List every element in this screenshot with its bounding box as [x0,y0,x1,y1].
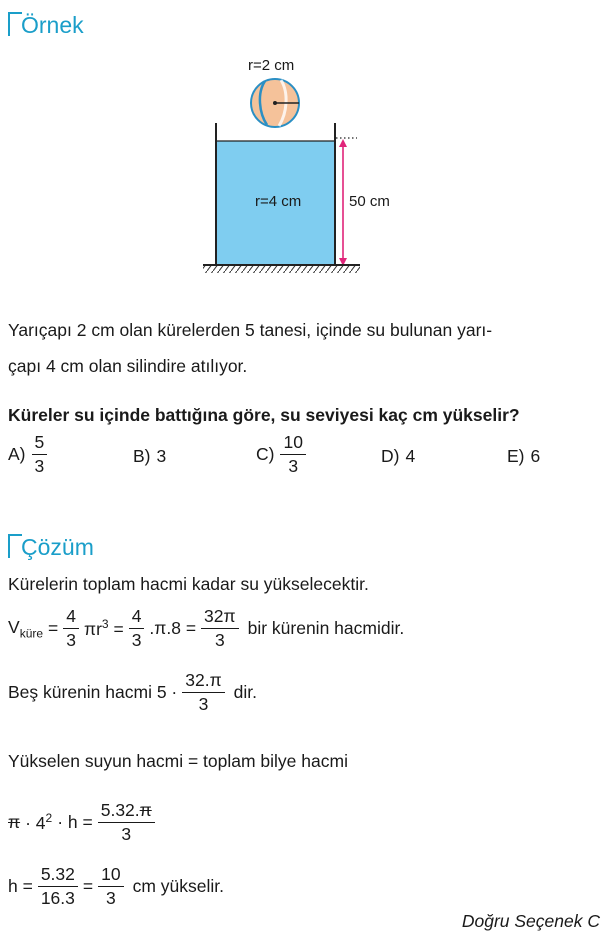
eq4-tail: cm yükselir. [132,876,224,896]
sphere-radius-label: r=2 cm [248,57,295,74]
question-text: Küreler su içinde battığına göre, su seviyesi kaç cm yükselir? [8,405,520,425]
option-a-letter: A) [8,444,26,464]
eq1-tail: bir kürenin hacmidir. [247,618,405,638]
example-heading-corner [8,12,22,36]
option-d-value: 4 [405,446,416,466]
option-e-value: 6 [530,446,541,466]
eq1-fraction-3: $\frac{32\pi}{3}$ [201,606,239,651]
eq1-fraction-2: $\frac{4}{3}$ [129,606,145,651]
correct-answer: Doğru Seçenek C [461,911,600,931]
eq3-mid: · $4^2$ [25,811,53,833]
sphere-center-dot [273,101,277,105]
height-arrow-top [339,139,347,147]
option-b-letter: B) [133,446,151,466]
option-a-num: 5 [32,432,48,455]
eq3-fraction: $\frac{5.32.\pi}{3}$ [98,800,155,845]
solution-heading-corner [8,534,22,558]
example-heading: Örnek [21,12,84,38]
eq1-equals: = [48,618,59,638]
cylinder-sphere-figure [195,55,410,275]
option-e [507,446,540,467]
option-b-value: 3 [156,446,167,466]
equation-water-volume [8,800,155,845]
eq4-lead: h = [8,876,33,896]
option-b [133,446,166,467]
equation-five-spheres [8,670,257,715]
option-a-fraction [32,432,48,477]
equation-sphere-volume [8,606,404,651]
eq4-equals: = [82,876,94,896]
eq2-tail: dir. [233,682,258,702]
eq3-pi: π [8,812,21,832]
option-c-fraction [280,432,305,477]
cylinder-radius-label: r=4 cm [255,193,302,210]
height-label: 50 cm [349,193,390,210]
option-d [381,446,415,467]
equation-height [8,864,224,909]
eq4-fraction-2: $\frac{10}{3}$ [98,864,123,909]
problem-line-2: çapı 4 cm olan silindire atılıyor. [8,356,248,376]
option-e-letter: E) [507,446,525,466]
ground-hatch [203,266,360,273]
eq1-pi-r: $\pi r^3$ = [84,617,124,639]
solution-heading: Çözüm [21,534,94,560]
option-a [8,432,47,477]
option-a-den: 3 [34,456,45,476]
option-c-letter: C) [256,444,275,464]
eq1-sub: küre [19,626,44,641]
solution-line-3: Yükselen suyun hacmi = toplam bilye hacmi [8,751,348,771]
option-c-den: 3 [288,456,299,476]
problem-line-1: Yarıçapı 2 cm olan kürelerden 5 tanesi, içinde su bulunan yarı- [8,320,493,340]
eq3-tail: · h = [57,812,93,832]
eq1-fraction-1: $\frac{4}{3}$ [63,606,79,651]
option-c [256,432,306,477]
eq2-fraction: $\frac{32.\pi}{3}$ [182,670,224,715]
option-d-letter: D) [381,446,400,466]
eq4-fraction-1: $\frac{5.32}{16.3}$ [38,864,78,909]
solution-line-1: Kürelerin toplam hacmi kadar su yükselecektir. [8,574,369,594]
eq1-v: $V_{küre}$ [8,616,44,641]
eq1-mid: .π.8 = [149,618,197,638]
option-c-num: 10 [280,432,305,455]
eq2-lead: Beş kürenin hacmi 5 · [8,682,178,702]
